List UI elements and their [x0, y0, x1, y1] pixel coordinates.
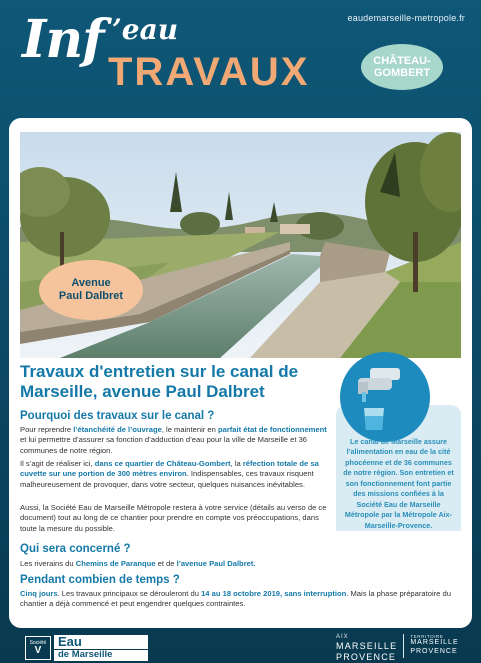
street-badge-line1: Avenue	[71, 276, 111, 289]
section-when-title: Pendant combien de temps ?	[20, 574, 180, 586]
logo-inf: Inf	[22, 9, 104, 70]
area-badge-line1: CHÂTEAU-	[373, 54, 431, 67]
area-badge-line2: GOMBERT	[373, 67, 431, 79]
header	[0, 0, 481, 120]
amp-aix: AIX	[336, 634, 349, 640]
territoire-marseille: MARSEILLE	[410, 639, 459, 647]
section-who-paragraph: Les riverains du Chemins de Paranque et de l’avenue Paul Dalbret.	[20, 559, 256, 568]
street-badge	[39, 260, 143, 320]
canal-photo	[20, 132, 461, 358]
water-tap-icon	[340, 352, 430, 442]
logo-eau: ’eau	[112, 13, 179, 46]
area-badge	[361, 44, 443, 90]
logo-marseille-text: de Marseille	[54, 650, 148, 661]
section-why-paragraph-3: Aussi, la Société Eau de Marseille Métropole restera à votre service (détails au verso de ce document) tout au long de ce chantier pour prendre en compte vos préoccupations, dans toute la mesure du possible.	[20, 503, 327, 533]
website-link[interactable]: eaudemarseille-metropole.fr	[347, 13, 465, 23]
territoire-provence: PROVENCE	[410, 647, 458, 655]
eau-de-marseille-logo	[25, 635, 148, 661]
territoire-label: TERRITOIRE	[410, 634, 444, 639]
amp-marseille: MARSEILLE	[336, 641, 398, 652]
street-badge-line2: Paul Dalbret	[58, 290, 124, 302]
footer	[0, 628, 481, 663]
article-title: Travaux d'entretien sur le canal de Marseille, avenue Paul Dalbret	[20, 362, 299, 402]
eau-de-marseille-mark: Société V	[25, 636, 51, 660]
amp-provence: PROVENCE	[336, 651, 397, 662]
metropole-logo	[336, 634, 459, 662]
section-why-paragraph-2: Il s’agit de réaliser ici, dans ce quartier de Château-Gombert, la réfection totale de sa cuvette sur une portion de 300 mètres environ. Indispensables, ces travaux risquent malheureusement de provoquer, dans votre secteur, quelques nuisances inévitables.	[20, 459, 319, 489]
sidebar-info-text: Le canal de Marseille assure l’alimentation en eau de la cité phocéenne et de 36 communes de notre région. Son entretien et son fonctionnement font partie des missions confiées à la Société Eau de Marseille Métropole par la Métropole Aix-Marseille-Provence.	[343, 437, 454, 530]
section-why-paragraph-1: Pour reprendre l’étanchéité de l’ouvrage, le maintenir en parfait état de fonctionnement et lui permettre d’assurer sa fonction d’adduction d’eau pour la ville de Marseille et 36 communes de notre région.	[20, 425, 327, 455]
logo-eau-text: Eau	[54, 635, 148, 649]
section-who-title: Qui sera concerné ?	[20, 543, 131, 555]
section-why-title: Pourquoi des travaux sur le canal ?	[20, 410, 215, 422]
logo-travaux: TRAVAUX	[108, 50, 310, 94]
section-when-paragraph: Cinq jours. Les travaux principaux se dérouleront du 14 au 18 octobre 2019, sans interruption. Mais la phase préparatoire du chantier a déjà commencé et peut engendrer quelques contraintes.	[20, 589, 451, 609]
logo-divider	[403, 634, 404, 658]
